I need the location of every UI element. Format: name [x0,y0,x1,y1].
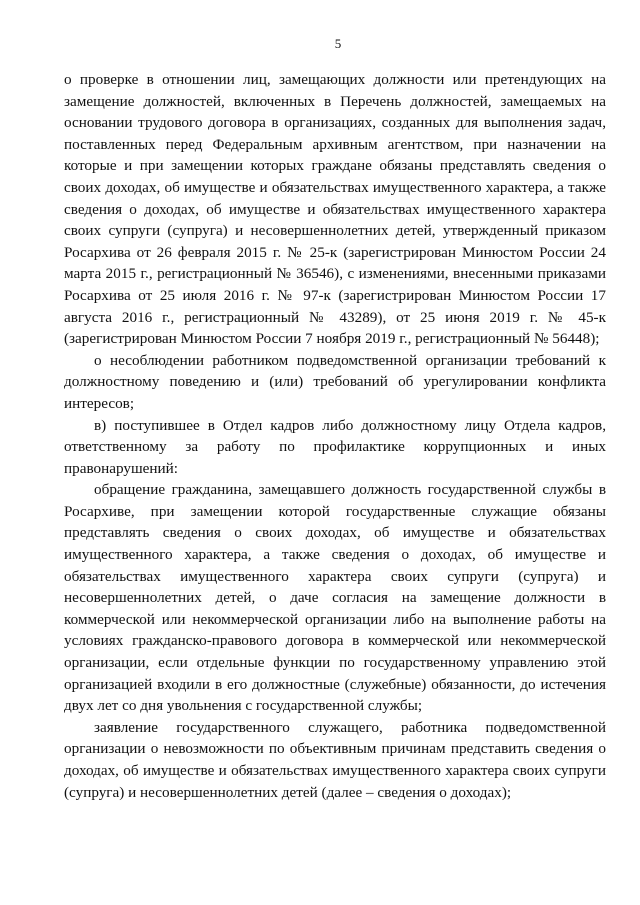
paragraph-employee-statement: заявление государственного служащего, работника подведомственной организации о невозможности по объективным причинам представить сведения о доходах, об имуществе и обязательствах имущественного характера своих супруги (супруга) и несовершеннолетних детей (далее – сведения о доходах); [64,718,606,801]
page-number: 5 [334,36,342,51]
paragraph-item-v: в) поступившее в Отдел кадров либо должностному лицу Отдела кадров, ответственному за работу по профилактике коррупционных и иных правонарушений: [64,416,606,477]
paragraph-verification-clause: о проверке в отношении лиц, замещающих должности или претендующих на замещение должностей, включенных в Перечень должностей, замещаемых на основании трудового договора в организациях, созданных для выполнения задач, поставленных перед Федеральным архивным агентством, при назначении на которые и при замещении которых граждане обязаны представлять сведения о своих доходах, об имуществе и обязательствах имущественного характера, а также сведения о доходах, об имуществе и обязательствах имущественного характера своих супруги (супруга) и несовершеннолетних детей, утвержденный приказом Росархива от 26 февраля 2015 г. № 25-к (зарегистрирован Минюстом России 24 марта 2015 г., регистрационный № 36546), с изменениями, внесенными приказами Росархива от 25 июля 2016 г. № 97-к (зарегистрирован Минюстом России 17 августа 2016 г., регистрационный № 43289), от 25 июня 2019 г. № 45-к (зарегистрирован Минюстом России 7 ноября 2019 г., регистрационный № 56448); [64,71,606,348]
paragraph-conduct-violation: о несоблюдении работником подведомственной организации требований к должностному поведению и (или) требований об урегулировании конфликта интересов; [64,351,606,412]
paragraph-citizen-appeal: обращение гражданина, замещавшего должность государственной службы в Росархиве, при замещении которой государственные служащие обязаны представлять сведения о своих доходах, об имуществе и обязательствах имущественного характера, а также сведения о доходах, об имуществе и обязательствах имущественного характера своих супруги (супруга) и несовершеннолетних детей, о даче согласия на замещение должности в коммерческой или некоммерческой организации либо на выполнение работы на условиях гражданско-правового договора в коммерческой или некоммерческой организации, если отдельные функции по государственному управлению этой организацией входили в его должностные (служебные) обязанности, до истечения двух лет со дня увольнения с государственной службы; [64,481,606,715]
